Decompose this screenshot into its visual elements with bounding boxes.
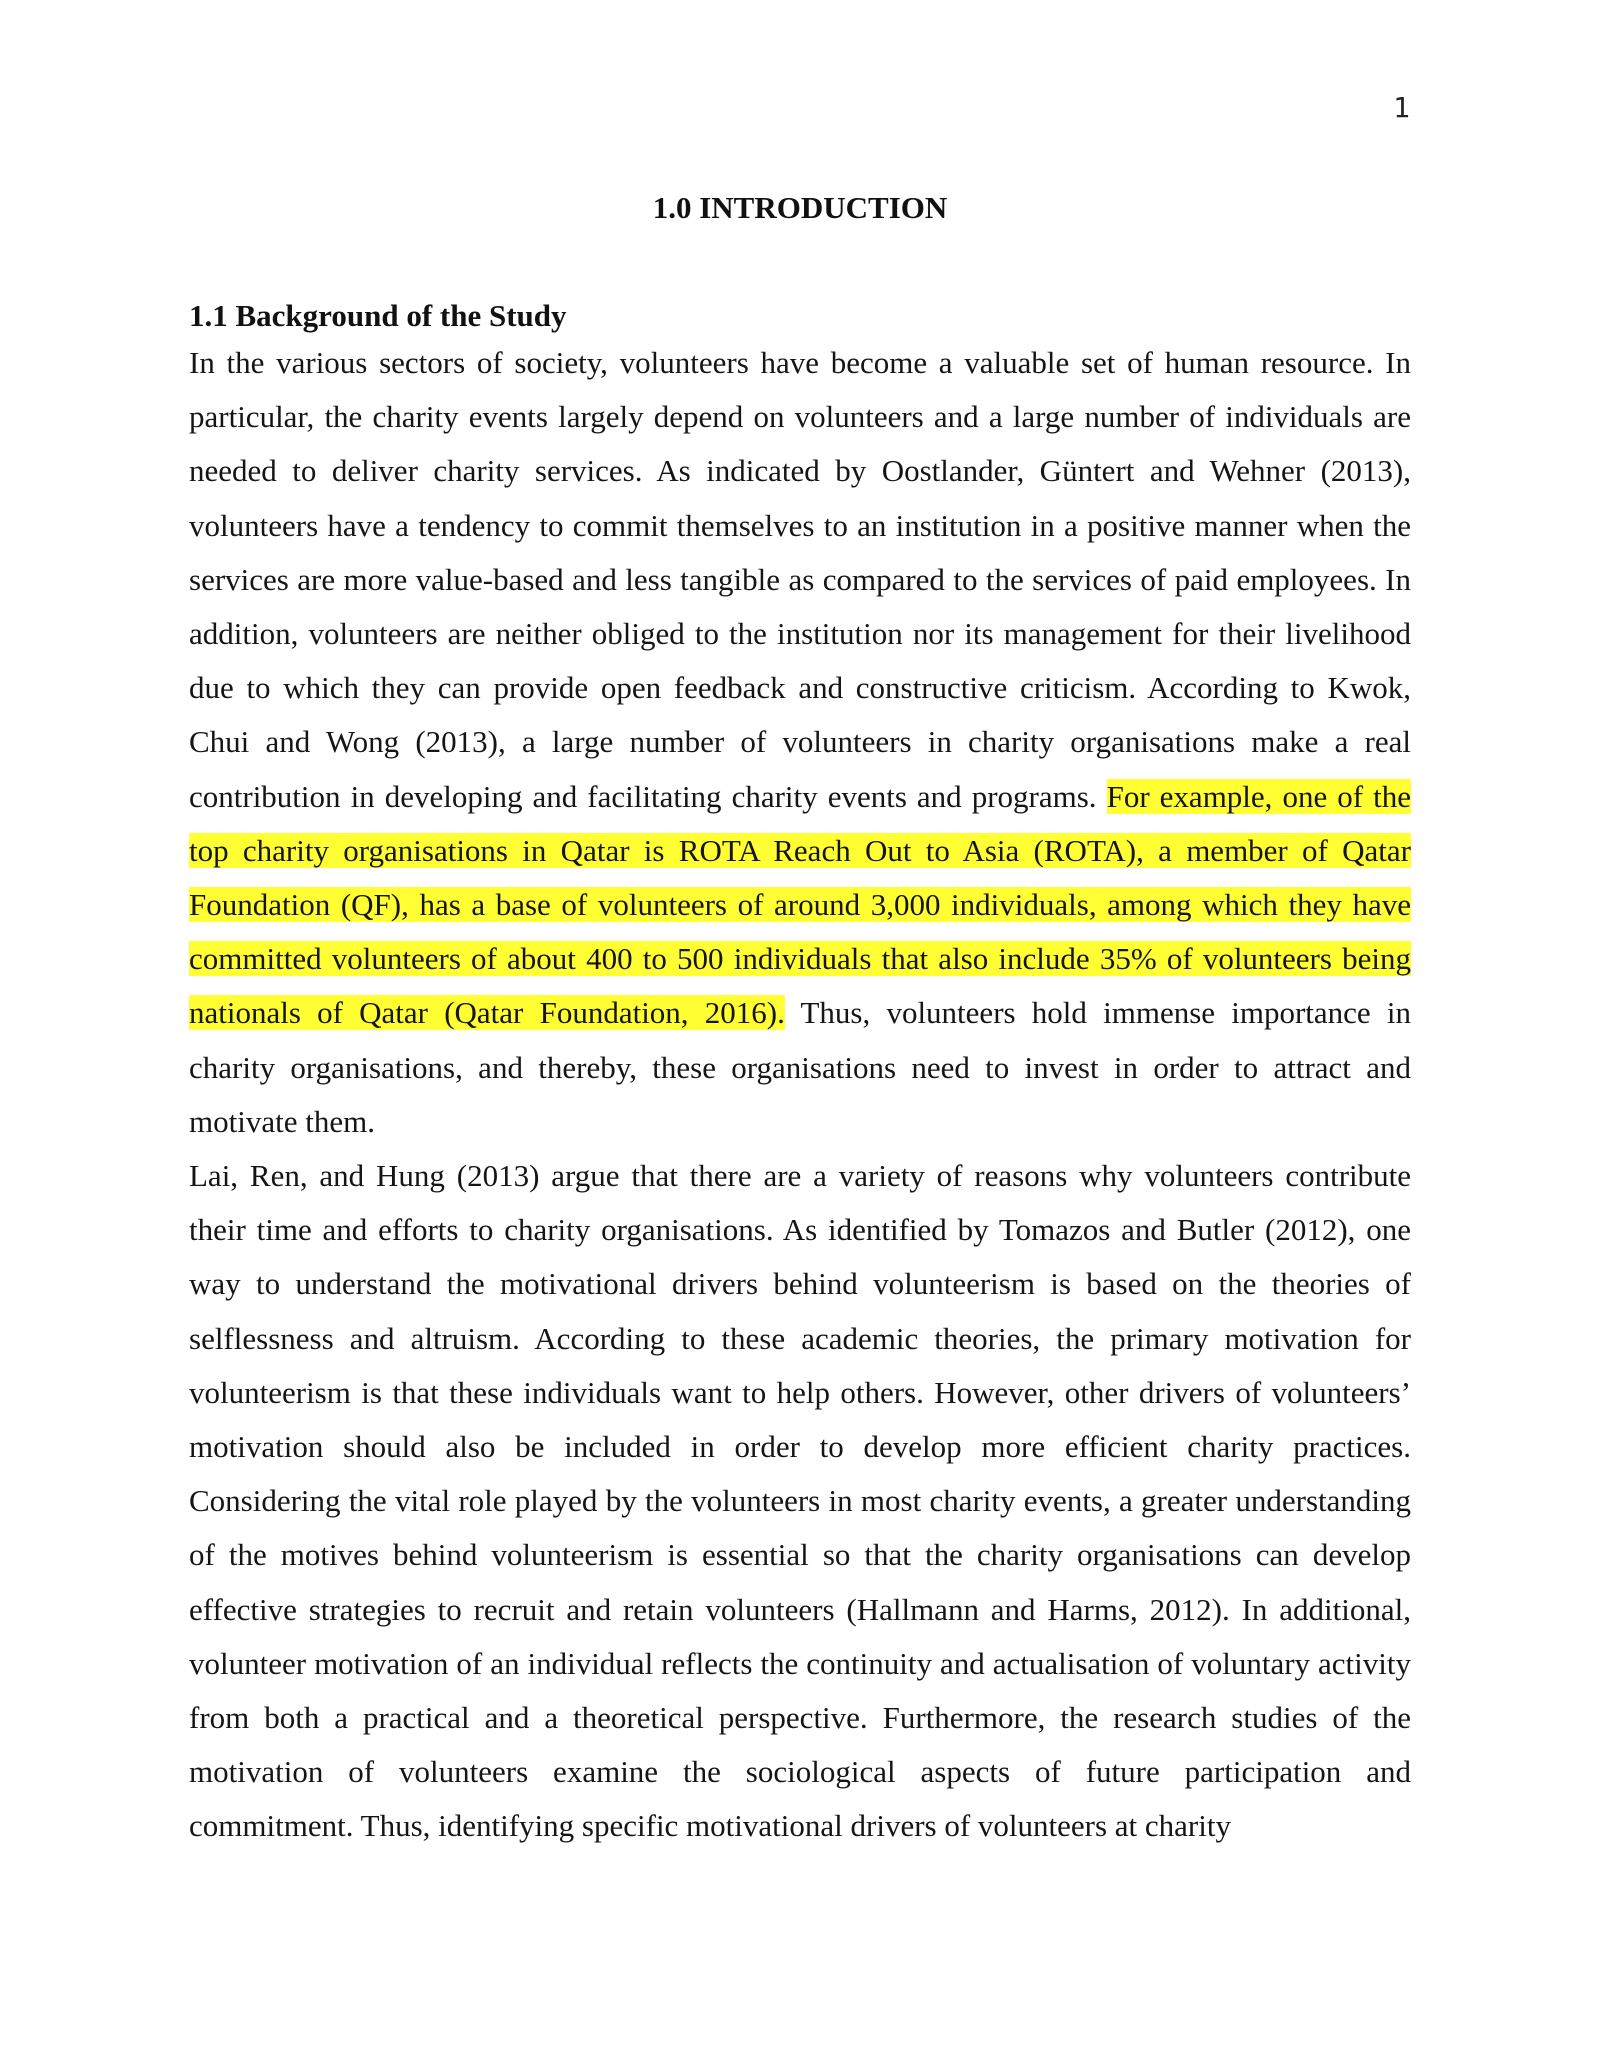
paragraph-text: In the various sectors of society, volunteers have become a valuable set of human resource. In particular, the charity events largely depend on volunteers and a large number of individuals are needed to deliver charity services. As indicated by Oostlander, Güntert and Wehner (2013), volunteers have a tendency to commit themselves to an institution in a positive manner when the services are more value-based and less tangible as compared to the services of paid employees. In addition, volunteers are neither obliged to the institution nor its management for their livelihood due to which they can provide open feedback and constructive criticism. According to Kwok, Chui and Wong (2013), a large number of volunteers in charity organisations make a real contribution in developing and facilitating charity events and programs. — [189, 345, 1411, 814]
section-heading: 1.1 Background of the Study — [189, 298, 567, 333]
document-body — [189, 296, 1411, 1854]
chapter-title: 1.0 INTRODUCTION — [652, 190, 948, 225]
highlighted-text: For example, one of the top charity organisations in Qatar is ROTA Reach Out to Asia (ROTA), a member of Qatar Foundation (QF), has a base of volunteers of around 3,000 individuals, among which they have committed volunteers of about 400 to 500 individuals that also include 35% of volunteers being nationals of Qatar (Qatar Foundation, 2016). — [189, 778, 1411, 1031]
paragraph-text: Thus, volunteers hold immense importance in charity organisations, and thereby, these organisations need to invest in order to attract and motivate them. — [189, 995, 1411, 1139]
page-number: 1 — [1393, 91, 1410, 124]
paragraph-background-2: Lai, Ren, and Hung (2013) argue that there are a variety of reasons why volunteers contribute their time and efforts to charity organisations. As identified by Tomazos and Butler (2012), one way to understand the motivational drivers behind volunteerism is based on the theories of selflessness and altruism. According to these academic theories, the primary motivation for volunteerism is that these individuals want to help others. However, other drivers of volunteers’ motivation should also be included in order to develop more efficient charity practices. Considering the vital role played by the volunteers in most charity events, a greater understanding of the motives behind volunteerism is essential so that the charity organisations can develop effective strategies to recruit and retain volunteers (Hallmann and Harms, 2012). In additional, volunteer motivation of an individual reflects the continuity and actualisation of voluntary activity from both a practical and a theoretical perspective. Furthermore, the research studies of the motivation of volunteers examine the sociological aspects of future participation and commitment. Thus, identifying specific motivational drivers of volunteers at charity — [189, 1158, 1411, 1844]
paragraph-background-1 — [189, 336, 1411, 1149]
